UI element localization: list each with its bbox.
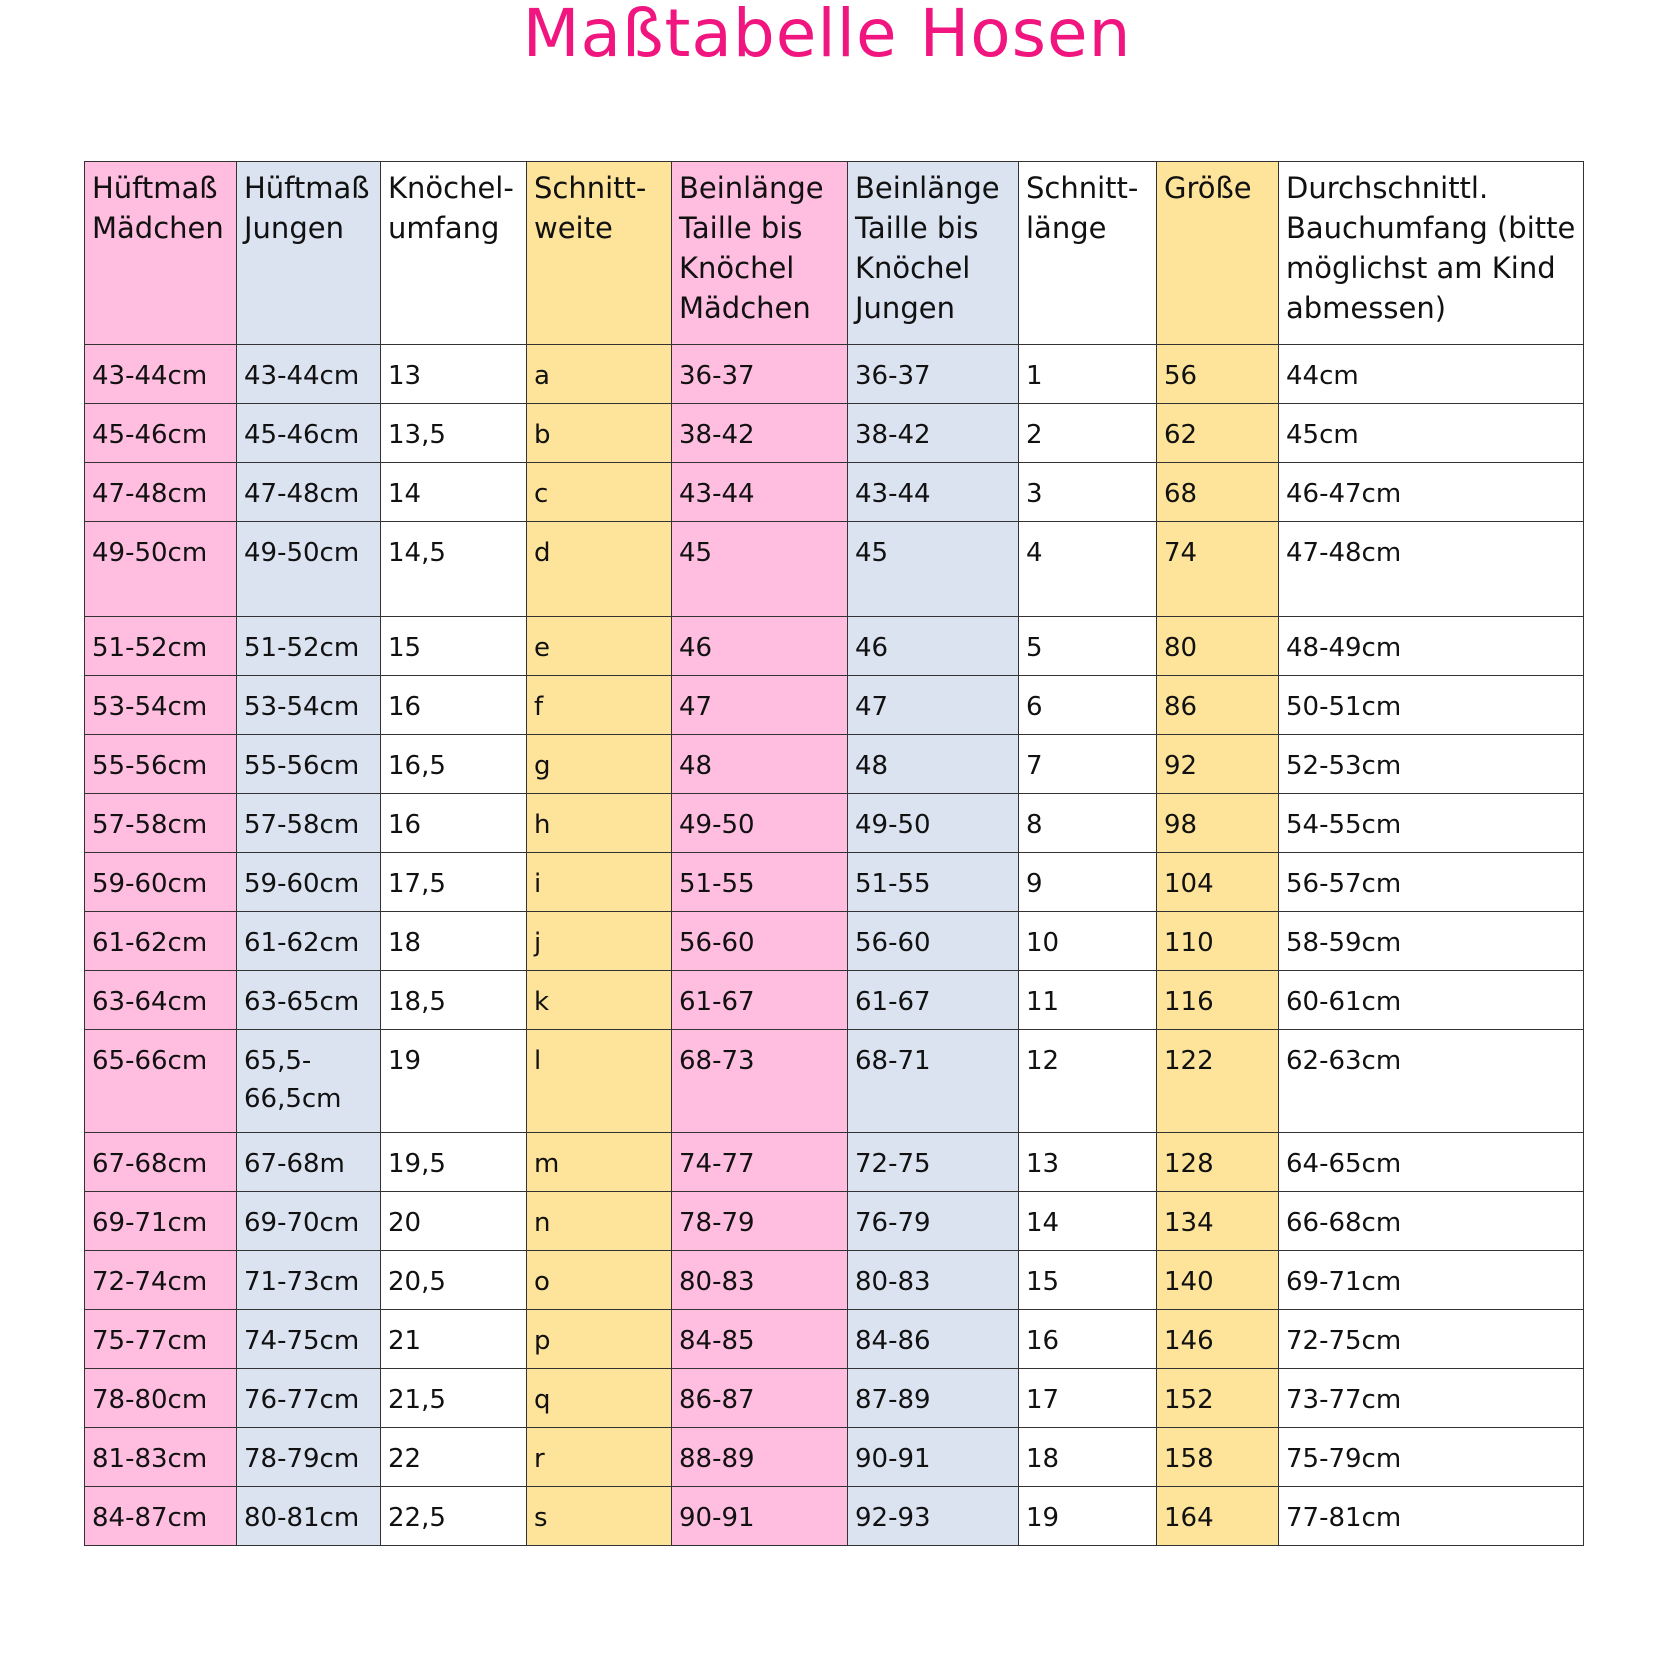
header-row xyxy=(85,162,1584,345)
cell-ankle: 13,5 xyxy=(381,404,527,463)
cell-cut-width: f xyxy=(527,676,672,735)
table-body xyxy=(85,345,1584,1546)
table-row xyxy=(85,1369,1584,1428)
cell-ankle: 13 xyxy=(381,345,527,404)
cell-waist: 50-51cm xyxy=(1279,676,1584,735)
cell-size: 140 xyxy=(1157,1251,1279,1310)
cell-leg-girls: 74-77 xyxy=(672,1133,848,1192)
cell-leg-boys: 87-89 xyxy=(848,1369,1019,1428)
cell-waist: 75-79cm xyxy=(1279,1428,1584,1487)
cell-ankle: 16 xyxy=(381,794,527,853)
cell-cut-length: 1 xyxy=(1019,345,1157,404)
cell-cut-length: 18 xyxy=(1019,1428,1157,1487)
cell-leg-boys: 68-71 xyxy=(848,1030,1019,1133)
cell-leg-girls: 38-42 xyxy=(672,404,848,463)
table-row xyxy=(85,1133,1584,1192)
table-row xyxy=(85,1251,1584,1310)
cell-cut-length: 6 xyxy=(1019,676,1157,735)
cell-hip-girls: 81-83cm xyxy=(85,1428,237,1487)
cell-cut-width: r xyxy=(527,1428,672,1487)
table-row xyxy=(85,522,1584,617)
cell-waist: 54-55cm xyxy=(1279,794,1584,853)
cell-cut-width: n xyxy=(527,1192,672,1251)
cell-ankle: 17,5 xyxy=(381,853,527,912)
cell-leg-boys: 38-42 xyxy=(848,404,1019,463)
cell-cut-length: 14 xyxy=(1019,1192,1157,1251)
cell-hip-girls: 57-58cm xyxy=(85,794,237,853)
header-hip-boys: Hüftmaß Jungen xyxy=(237,162,381,345)
header-waist: Durchschnittl. Bauchumfang (bitte möglichst am Kind abmessen) xyxy=(1279,162,1584,345)
cell-hip-girls: 45-46cm xyxy=(85,404,237,463)
cell-hip-girls: 69-71cm xyxy=(85,1192,237,1251)
cell-cut-width: q xyxy=(527,1369,672,1428)
cell-hip-boys: 74-75cm xyxy=(237,1310,381,1369)
cell-leg-girls: 61-67 xyxy=(672,971,848,1030)
cell-hip-boys: 71-73cm xyxy=(237,1251,381,1310)
cell-waist: 45cm xyxy=(1279,404,1584,463)
cell-size: 92 xyxy=(1157,735,1279,794)
table-row xyxy=(85,1310,1584,1369)
cell-hip-girls: 53-54cm xyxy=(85,676,237,735)
cell-size: 164 xyxy=(1157,1487,1279,1546)
cell-ankle: 21 xyxy=(381,1310,527,1369)
cell-cut-width: e xyxy=(527,617,672,676)
cell-ankle: 20,5 xyxy=(381,1251,527,1310)
cell-leg-girls: 47 xyxy=(672,676,848,735)
cell-hip-boys: 55-56cm xyxy=(237,735,381,794)
table-row xyxy=(85,463,1584,522)
page-title: Maßtabelle Hosen xyxy=(522,0,1132,72)
cell-leg-boys: 92-93 xyxy=(848,1487,1019,1546)
cell-hip-girls: 43-44cm xyxy=(85,345,237,404)
cell-cut-width: d xyxy=(527,522,672,617)
cell-leg-girls: 43-44 xyxy=(672,463,848,522)
table-row xyxy=(85,1192,1584,1251)
cell-hip-girls: 47-48cm xyxy=(85,463,237,522)
cell-cut-width: o xyxy=(527,1251,672,1310)
cell-leg-boys: 43-44 xyxy=(848,463,1019,522)
cell-ankle: 22 xyxy=(381,1428,527,1487)
cell-cut-length: 16 xyxy=(1019,1310,1157,1369)
cell-size: 98 xyxy=(1157,794,1279,853)
cell-hip-boys: 53-54cm xyxy=(237,676,381,735)
cell-hip-boys: 80-81cm xyxy=(237,1487,381,1546)
cell-hip-girls: 51-52cm xyxy=(85,617,237,676)
cell-cut-length: 5 xyxy=(1019,617,1157,676)
cell-hip-boys: 61-62cm xyxy=(237,912,381,971)
cell-ankle: 18 xyxy=(381,912,527,971)
cell-waist: 56-57cm xyxy=(1279,853,1584,912)
cell-cut-width: b xyxy=(527,404,672,463)
cell-hip-girls: 59-60cm xyxy=(85,853,237,912)
cell-cut-length: 3 xyxy=(1019,463,1157,522)
size-table xyxy=(84,161,1584,1546)
cell-size: 74 xyxy=(1157,522,1279,617)
cell-size: 122 xyxy=(1157,1030,1279,1133)
cell-cut-width: i xyxy=(527,853,672,912)
cell-ankle: 22,5 xyxy=(381,1487,527,1546)
cell-leg-boys: 61-67 xyxy=(848,971,1019,1030)
cell-cut-width: a xyxy=(527,345,672,404)
cell-waist: 52-53cm xyxy=(1279,735,1584,794)
cell-leg-girls: 88-89 xyxy=(672,1428,848,1487)
cell-cut-width: j xyxy=(527,912,672,971)
cell-waist: 46-47cm xyxy=(1279,463,1584,522)
cell-cut-width: c xyxy=(527,463,672,522)
cell-ankle: 16,5 xyxy=(381,735,527,794)
cell-waist: 62-63cm xyxy=(1279,1030,1584,1133)
table-row xyxy=(85,1030,1584,1133)
table-row xyxy=(85,853,1584,912)
header-ankle: Knöchel-umfang xyxy=(381,162,527,345)
cell-leg-girls: 84-85 xyxy=(672,1310,848,1369)
cell-size: 110 xyxy=(1157,912,1279,971)
cell-hip-girls: 61-62cm xyxy=(85,912,237,971)
cell-waist: 48-49cm xyxy=(1279,617,1584,676)
header-leg-boys: Beinlänge Taille bis Knöchel Jungen xyxy=(848,162,1019,345)
table-row xyxy=(85,1487,1584,1546)
cell-leg-boys: 84-86 xyxy=(848,1310,1019,1369)
cell-hip-girls: 75-77cm xyxy=(85,1310,237,1369)
cell-leg-boys: 72-75 xyxy=(848,1133,1019,1192)
cell-ankle: 14,5 xyxy=(381,522,527,617)
cell-cut-length: 13 xyxy=(1019,1133,1157,1192)
table-row xyxy=(85,676,1584,735)
cell-waist: 72-75cm xyxy=(1279,1310,1584,1369)
cell-waist: 77-81cm xyxy=(1279,1487,1584,1546)
cell-ankle: 19,5 xyxy=(381,1133,527,1192)
cell-cut-length: 7 xyxy=(1019,735,1157,794)
cell-waist: 64-65cm xyxy=(1279,1133,1584,1192)
cell-hip-boys: 43-44cm xyxy=(237,345,381,404)
cell-size: 104 xyxy=(1157,853,1279,912)
cell-cut-length: 9 xyxy=(1019,853,1157,912)
cell-leg-girls: 48 xyxy=(672,735,848,794)
cell-size: 80 xyxy=(1157,617,1279,676)
header-hip-girls: Hüftmaß Mädchen xyxy=(85,162,237,345)
cell-leg-boys: 51-55 xyxy=(848,853,1019,912)
cell-leg-girls: 68-73 xyxy=(672,1030,848,1133)
cell-hip-boys: 67-68m xyxy=(237,1133,381,1192)
cell-cut-width: m xyxy=(527,1133,672,1192)
cell-hip-boys: 47-48cm xyxy=(237,463,381,522)
cell-hip-boys: 78-79cm xyxy=(237,1428,381,1487)
cell-hip-girls: 49-50cm xyxy=(85,522,237,617)
cell-waist: 60-61cm xyxy=(1279,971,1584,1030)
header-leg-girls: Beinlänge Taille bis Knöchel Mädchen xyxy=(672,162,848,345)
cell-leg-girls: 56-60 xyxy=(672,912,848,971)
cell-cut-length: 8 xyxy=(1019,794,1157,853)
cell-leg-girls: 49-50 xyxy=(672,794,848,853)
cell-size: 152 xyxy=(1157,1369,1279,1428)
cell-size: 116 xyxy=(1157,971,1279,1030)
cell-leg-boys: 80-83 xyxy=(848,1251,1019,1310)
cell-leg-girls: 90-91 xyxy=(672,1487,848,1546)
cell-cut-width: s xyxy=(527,1487,672,1546)
cell-hip-boys: 51-52cm xyxy=(237,617,381,676)
table-row xyxy=(85,1428,1584,1487)
cell-ankle: 15 xyxy=(381,617,527,676)
cell-size: 68 xyxy=(1157,463,1279,522)
cell-hip-boys: 45-46cm xyxy=(237,404,381,463)
cell-cut-length: 2 xyxy=(1019,404,1157,463)
cell-hip-boys: 65,5-66,5cm xyxy=(237,1030,381,1133)
cell-size: 62 xyxy=(1157,404,1279,463)
cell-cut-width: p xyxy=(527,1310,672,1369)
cell-hip-girls: 78-80cm xyxy=(85,1369,237,1428)
cell-waist: 44cm xyxy=(1279,345,1584,404)
cell-hip-girls: 55-56cm xyxy=(85,735,237,794)
cell-cut-width: g xyxy=(527,735,672,794)
cell-hip-boys: 59-60cm xyxy=(237,853,381,912)
cell-hip-boys: 76-77cm xyxy=(237,1369,381,1428)
cell-leg-girls: 46 xyxy=(672,617,848,676)
cell-size: 128 xyxy=(1157,1133,1279,1192)
cell-hip-girls: 65-66cm xyxy=(85,1030,237,1133)
cell-leg-girls: 80-83 xyxy=(672,1251,848,1310)
cell-ankle: 20 xyxy=(381,1192,527,1251)
cell-hip-boys: 69-70cm xyxy=(237,1192,381,1251)
cell-ankle: 18,5 xyxy=(381,971,527,1030)
cell-cut-length: 19 xyxy=(1019,1487,1157,1546)
cell-leg-girls: 51-55 xyxy=(672,853,848,912)
cell-leg-boys: 90-91 xyxy=(848,1428,1019,1487)
cell-hip-boys: 63-65cm xyxy=(237,971,381,1030)
cell-waist: 69-71cm xyxy=(1279,1251,1584,1310)
cell-size: 56 xyxy=(1157,345,1279,404)
cell-leg-girls: 45 xyxy=(672,522,848,617)
cell-leg-boys: 36-37 xyxy=(848,345,1019,404)
cell-leg-boys: 56-60 xyxy=(848,912,1019,971)
cell-waist: 66-68cm xyxy=(1279,1192,1584,1251)
cell-leg-boys: 46 xyxy=(848,617,1019,676)
cell-cut-length: 12 xyxy=(1019,1030,1157,1133)
table-row xyxy=(85,404,1584,463)
cell-hip-girls: 72-74cm xyxy=(85,1251,237,1310)
header-size: Größe xyxy=(1157,162,1279,345)
cell-cut-length: 10 xyxy=(1019,912,1157,971)
table-row xyxy=(85,794,1584,853)
cell-size: 134 xyxy=(1157,1192,1279,1251)
cell-cut-width: l xyxy=(527,1030,672,1133)
cell-hip-boys: 49-50cm xyxy=(237,522,381,617)
cell-size: 158 xyxy=(1157,1428,1279,1487)
cell-ankle: 16 xyxy=(381,676,527,735)
cell-cut-width: k xyxy=(527,971,672,1030)
header-cut-length: Schnitt-länge xyxy=(1019,162,1157,345)
cell-cut-length: 4 xyxy=(1019,522,1157,617)
cell-ankle: 21,5 xyxy=(381,1369,527,1428)
cell-hip-girls: 63-64cm xyxy=(85,971,237,1030)
cell-hip-girls: 67-68cm xyxy=(85,1133,237,1192)
header-cut-width: Schnitt-weite xyxy=(527,162,672,345)
cell-ankle: 14 xyxy=(381,463,527,522)
cell-leg-girls: 36-37 xyxy=(672,345,848,404)
cell-size: 146 xyxy=(1157,1310,1279,1369)
cell-leg-boys: 49-50 xyxy=(848,794,1019,853)
cell-leg-boys: 45 xyxy=(848,522,1019,617)
cell-waist: 58-59cm xyxy=(1279,912,1584,971)
table-row xyxy=(85,735,1584,794)
cell-hip-girls: 84-87cm xyxy=(85,1487,237,1546)
cell-cut-length: 17 xyxy=(1019,1369,1157,1428)
cell-leg-boys: 76-79 xyxy=(848,1192,1019,1251)
table-row xyxy=(85,345,1584,404)
cell-size: 86 xyxy=(1157,676,1279,735)
cell-cut-width: h xyxy=(527,794,672,853)
cell-hip-boys: 57-58cm xyxy=(237,794,381,853)
cell-waist: 47-48cm xyxy=(1279,522,1584,617)
table-row xyxy=(85,617,1584,676)
cell-cut-length: 11 xyxy=(1019,971,1157,1030)
cell-leg-boys: 48 xyxy=(848,735,1019,794)
cell-leg-girls: 86-87 xyxy=(672,1369,848,1428)
cell-cut-length: 15 xyxy=(1019,1251,1157,1310)
cell-leg-girls: 78-79 xyxy=(672,1192,848,1251)
cell-waist: 73-77cm xyxy=(1279,1369,1584,1428)
cell-ankle: 19 xyxy=(381,1030,527,1133)
table-row xyxy=(85,971,1584,1030)
cell-leg-boys: 47 xyxy=(848,676,1019,735)
table-row xyxy=(85,912,1584,971)
